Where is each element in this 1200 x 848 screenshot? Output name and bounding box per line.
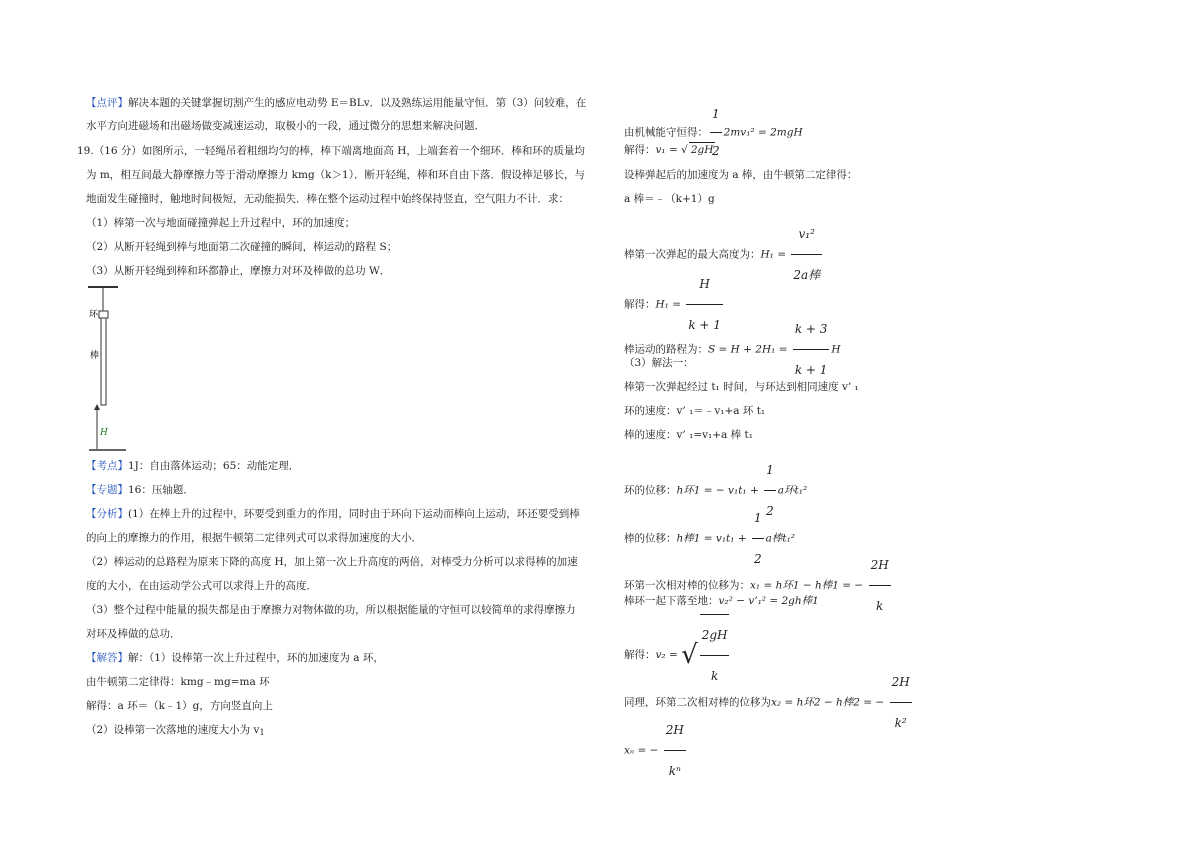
v2-prefix: 解得： — [624, 649, 656, 661]
fenxi-line-2: 的向上的摩擦力的作用，根据牛顿第二定律列式可以求得加速度的大小． — [86, 532, 422, 544]
ring-disp-tail: a环t₁² — [777, 484, 808, 497]
fenxi-line-6: 对环及棒做的总功． — [86, 628, 181, 640]
figure-height-label: H — [100, 428, 108, 438]
question-line-1: 19.（16 分）如图所示，一轻绳吊着粗细均匀的棒，棒下端离地面高 H，上端套着一个细环．棒和环的质量均 — [77, 145, 585, 157]
fall-prefix: 棒环一起下落至地： — [624, 595, 719, 607]
jieda-line-2: 由牛顿第二定律得：kmg﹣mg=ma 环 — [86, 676, 270, 688]
rod-disp-num: 1 — [753, 511, 762, 525]
path-fraction — [793, 309, 830, 390]
height-arrow-head — [94, 404, 100, 410]
zhuanti-line — [86, 483, 194, 497]
kaodian-tag: 【考点】 — [86, 460, 128, 472]
question-sub-2: （2）从断开轻绳到棒与地面第二次碰撞的瞬间，棒运动的路程 S； — [86, 241, 398, 253]
zhuanti-text: 16：压轴题． — [128, 484, 194, 496]
path-tail: H — [831, 343, 841, 356]
h1s-prefix: 解得： — [624, 298, 656, 311]
h1-fraction — [791, 214, 822, 295]
ring-disp-prefix: 环的位移： — [624, 484, 677, 497]
jieda-text-1: 解：（1）设棒第一次上升过程中，环的加速度为 a 环， — [128, 652, 384, 664]
rod-disp-den: 2 — [753, 552, 762, 566]
figure-rod-label: 棒 — [90, 351, 100, 361]
rod-disp-lhs: h棒1 = v₁t₁ + — [676, 532, 750, 545]
kaodian-line — [86, 459, 299, 473]
rel2-den: k² — [894, 716, 907, 730]
v2-num: 2gH — [701, 628, 728, 642]
fall-eq: v₂² − v’₁² = 2gh棒1 — [718, 595, 819, 607]
fenxi-line-3: （2）棒运动的总路程为原来下降的高度 H，加上第一次上升高度的两倍，对棒受力分析可以求得棒的加速 — [86, 556, 578, 568]
reln-lhs: xₙ = − — [624, 744, 662, 757]
path-lhs: S = H + 2H₁ = — [708, 343, 791, 356]
question-sub-1: （1）棒第一次与地面碰撞弹起上升过程中，环的加速度； — [86, 217, 356, 229]
reln-den: kⁿ — [668, 764, 681, 778]
rel-disp-n-line — [624, 710, 688, 791]
rel2-lhs: x₂ = h环2 − h棒2 = − — [771, 696, 888, 709]
fenxi-line-5: （3）整个过程中能量的损失都是由于摩擦力对物体做的功，所以根据能量的守恒可以较简单的求得摩擦力 — [86, 604, 576, 616]
fenxi-text-1: (1）在棒上升的过程中，环要受到重力的作用，同时由于环向下运动而棒向上运动，环还要受到棒 — [128, 508, 580, 520]
h1-prefix: 棒第一次弹起的最大高度为： — [624, 248, 761, 261]
zhuanti-tag: 【专题】 — [86, 484, 128, 496]
v2-lhs: v₂ = — [655, 649, 682, 661]
fenxi-line-4: 度的大小，在由运动学公式可以求得上升的高度． — [86, 580, 317, 592]
rel2-fraction — [890, 662, 912, 743]
ring-disp-num: 1 — [766, 463, 774, 477]
energy-fraction — [710, 96, 722, 169]
energy-conservation-line — [624, 96, 803, 169]
kaodian-text: 1J：自由落体运动；65：动能定理． — [128, 460, 300, 472]
comment-line-2: 水平方向进磁场和出磁场做变减速运动，取极小的一段，通过微分的思想来解决问题． — [86, 120, 485, 132]
h1s-den: k + 1 — [688, 318, 721, 332]
rel1-lhs: x₁ = h环1 − h棒1 = − — [750, 579, 867, 592]
rod-disp-prefix: 棒的位移： — [624, 532, 677, 545]
v1-solution-line: 解得：v₁ = √ 2gH — [624, 144, 714, 156]
v1-prefix: 解得： — [624, 144, 656, 156]
jieda-line-3: 解得：a 环＝（k﹣1）g，方向竖直向上 — [86, 700, 273, 712]
fenxi-line-1 — [86, 507, 580, 521]
ring-shape — [99, 311, 108, 318]
jieda-line-4 — [86, 723, 265, 740]
v1-root: 2gH — [690, 144, 714, 156]
path-length-line — [624, 309, 841, 390]
rod-shape — [101, 315, 106, 405]
energy-rest: 2mv₁² = 2mgH — [723, 126, 803, 139]
v2-solution-line: 解得：v₂ = √ $\frac{2gH}{k}$ — [624, 614, 731, 696]
h1s-lhs: H₁ = — [655, 298, 685, 311]
jieda-tag: 【解答】 — [86, 652, 128, 664]
h1-lhs: H₁ = — [760, 248, 790, 261]
figure-ring-label: 环 — [89, 310, 99, 320]
path-prefix: 棒运动的路程为： — [624, 343, 708, 356]
question-sub-3: （3）从断开轻绳到棒和环都静止，摩擦力对环及棒做的总功 W． — [86, 265, 391, 277]
comment-line-1 — [86, 96, 586, 110]
ring-disp-den: 2 — [766, 504, 774, 518]
question-line-2: 为 m，相互间最大静摩擦力等于滑动摩擦力 kmg（k＞1）．断开轻绳，棒和环自由下落．假设棒足够长，与 — [86, 169, 585, 181]
h1-num: v₁² — [798, 227, 815, 241]
rod-ring-figure — [86, 284, 136, 452]
v1-eq: v₁ = — [655, 144, 682, 156]
rel2-num: 2H — [891, 675, 910, 689]
jieda-text-4-sub: 1 — [259, 728, 265, 737]
path-den: k + 1 — [794, 363, 828, 377]
question-line-3: 地面发生碰撞时，触地时间极短，无动能损失．棒在整个运动过程中始终保持竖直，空气阻力不计．求： — [86, 193, 569, 205]
fall-together-line — [624, 594, 819, 608]
energy-frac-den: 2 — [712, 144, 720, 158]
comment-text-1: 解决本题的关键掌握切割产生的感应电动势 E＝BLv．以及熟练运用能量守恒．第（3）问较难，在 — [128, 97, 587, 109]
fenxi-tag: 【分析】 — [86, 508, 128, 520]
method-one-line: （3）解法一： — [624, 357, 694, 369]
rod-acc-setup-line: 设棒弹起后的加速度为 a 棒，由牛顿第二定律得： — [624, 169, 858, 181]
rel1-den: k — [875, 599, 884, 613]
reln-fraction — [664, 710, 686, 791]
ring-disp-lhs: h环1 = − v₁t₁ + — [676, 484, 763, 497]
v2-den: k — [710, 669, 719, 683]
rel1-fraction — [869, 545, 891, 626]
path-num: k + 3 — [794, 322, 828, 336]
h1s-num: H — [699, 277, 710, 291]
rod-speed-line: 棒的速度：v’ ₁=v₁+a 棒 t₁ — [624, 429, 753, 441]
same-speed-line: 棒第一次弹起经过 t₁ 时间，与环达到相同速度 v’ ₁ — [624, 381, 859, 393]
jieda-line-1 — [86, 651, 384, 665]
energy-prefix: 由机械能守恒得： — [624, 126, 708, 139]
rel1-num: 2H — [870, 558, 889, 572]
comment-tag: 【点评】 — [86, 97, 128, 109]
rel2-prefix: 同理，环第二次相对棒的位移为 — [624, 696, 771, 709]
ring-speed-line: 环的速度：v’ ₁＝﹣v₁+a 环 t₁ — [624, 405, 766, 417]
rod-disp-tail: a棒t₁² — [765, 532, 796, 545]
h1-den: 2a棒 — [793, 268, 821, 282]
energy-frac-num: 1 — [712, 107, 720, 121]
reln-num: 2H — [665, 723, 684, 737]
jieda-text-4: （2）设棒第一次落地的速度大小为 v — [86, 724, 260, 736]
rel1-prefix: 环第一次相对棒的位移为： — [624, 579, 750, 592]
rod-acc-line: a 棒＝﹣（k+1）g — [624, 193, 715, 205]
